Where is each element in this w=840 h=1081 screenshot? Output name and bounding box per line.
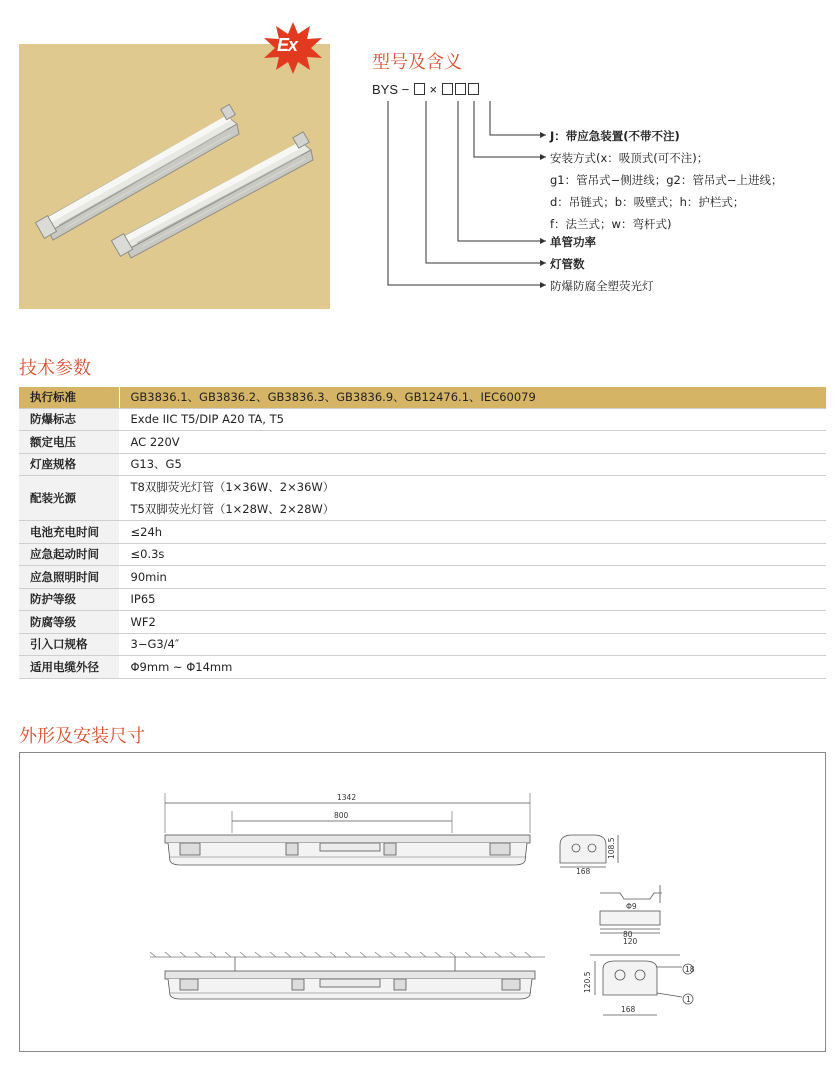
table-row: [19, 588, 826, 611]
spec-value-line: T8双脚荧光灯管（1×36W、2×36W）: [130, 480, 335, 494]
dimensions-title: 外形及安装尺寸: [19, 726, 145, 747]
fixture-end-view-pendant: [590, 955, 693, 1015]
model-dash: −: [401, 82, 410, 97]
fixture-front-view: [165, 793, 530, 865]
dim-bracket-b: 120: [623, 937, 638, 946]
table-row: [19, 566, 826, 589]
dim-length-total: 1342: [337, 793, 357, 802]
code-box-mount: [455, 83, 466, 95]
model-line-mount-d: d：吊链式；b：吸壁式；h：护栏式；: [550, 195, 745, 209]
spec-value: Φ9mm ~ Φ14mm: [119, 656, 826, 679]
callout-bottom: 1: [686, 995, 691, 1004]
ceiling-hatch: [150, 952, 545, 957]
product-photo: [19, 44, 330, 309]
spec-value: AC 220V: [119, 431, 826, 454]
spec-value: Exde IIC T5/DIP A20 TA, T5: [119, 408, 826, 431]
spec-key: 适用电缆外径: [19, 656, 119, 679]
spec-key: 防爆标志: [19, 408, 119, 431]
table-row: [19, 656, 826, 679]
model-title: 型号及含义: [372, 52, 462, 73]
spec-key: 电池充电时间: [19, 521, 119, 544]
model-prefix: BYS: [372, 82, 399, 97]
spec-key: 防腐等级: [19, 611, 119, 634]
dim-width: 168: [576, 867, 591, 876]
spec-key: 应急照明时间: [19, 566, 119, 589]
model-line-mount: 安装方式(x：吸顶式(可不注)；: [550, 151, 709, 165]
spec-value: ≤24h: [119, 521, 826, 544]
table-row: [19, 431, 826, 454]
fixture-upper: [35, 104, 239, 240]
model-line-name: 防爆防腐全塑荧光灯: [550, 279, 654, 293]
spec-value: 90min: [119, 566, 826, 589]
dim-width-pendant: 168: [621, 1005, 636, 1014]
dim-height: 108.5: [607, 837, 616, 859]
table-row: [19, 476, 826, 521]
model-line-mount-f: f：法兰式；w：弯杆式): [550, 217, 672, 231]
code-box-power: [442, 83, 453, 95]
spec-value: GB3836.1、GB3836.2、GB3836.3、GB3836.9、GB12476.1、IEC60079: [119, 387, 826, 408]
model-line-emergency: J：带应急装置(不带不注): [550, 129, 680, 143]
spec-key: 配装光源: [19, 476, 119, 521]
spec-key: 额定电压: [19, 431, 119, 454]
table-row: [19, 521, 826, 544]
model-times: ×: [429, 82, 438, 97]
specs-title: 技术参数: [19, 358, 91, 379]
table-row: [19, 408, 826, 431]
spec-value: IP65: [119, 588, 826, 611]
model-leader-lines: [360, 95, 560, 295]
dim-height-pendant: 120.5: [583, 971, 592, 993]
spec-value: [119, 476, 826, 521]
ex-badge-text: Ex: [277, 35, 298, 55]
spec-key: 执行标准: [19, 387, 119, 408]
table-row: [19, 453, 826, 476]
table-row: [19, 611, 826, 634]
table-row: [19, 633, 826, 656]
model-line-count: 灯管数: [550, 257, 585, 271]
dim-length-mount: 800: [334, 811, 349, 820]
fixture-lower: [111, 132, 313, 258]
spec-value: ≤0.3s: [119, 543, 826, 566]
spec-key: 引入口规格: [19, 633, 119, 656]
specs-table: [19, 387, 826, 679]
spec-key: 灯座规格: [19, 453, 119, 476]
model-line-power: 单管功率: [550, 235, 596, 249]
model-line-mount-g: g1：管吊式−侧进线；g2：管吊式−上进线；: [550, 173, 783, 187]
spec-value: G13、G5: [119, 453, 826, 476]
callout-top: 18: [685, 965, 695, 974]
spec-value-line: T5双脚荧光灯管（1×28W、2×28W）: [130, 502, 335, 516]
fixture-pendant-view: [165, 957, 535, 999]
dimension-drawing: [19, 752, 826, 1052]
dim-bracket-a: 80: [623, 930, 633, 939]
spec-key: 防护等级: [19, 588, 119, 611]
spec-key: 应急起动时间: [19, 543, 119, 566]
dim-hole: Φ9: [626, 902, 637, 911]
table-row: [19, 387, 826, 408]
table-row: [19, 543, 826, 566]
spec-value: 3−G3/4″: [119, 633, 826, 656]
code-box-count: [414, 83, 425, 95]
spec-value: WF2: [119, 611, 826, 634]
code-box-emergency: [468, 83, 479, 95]
